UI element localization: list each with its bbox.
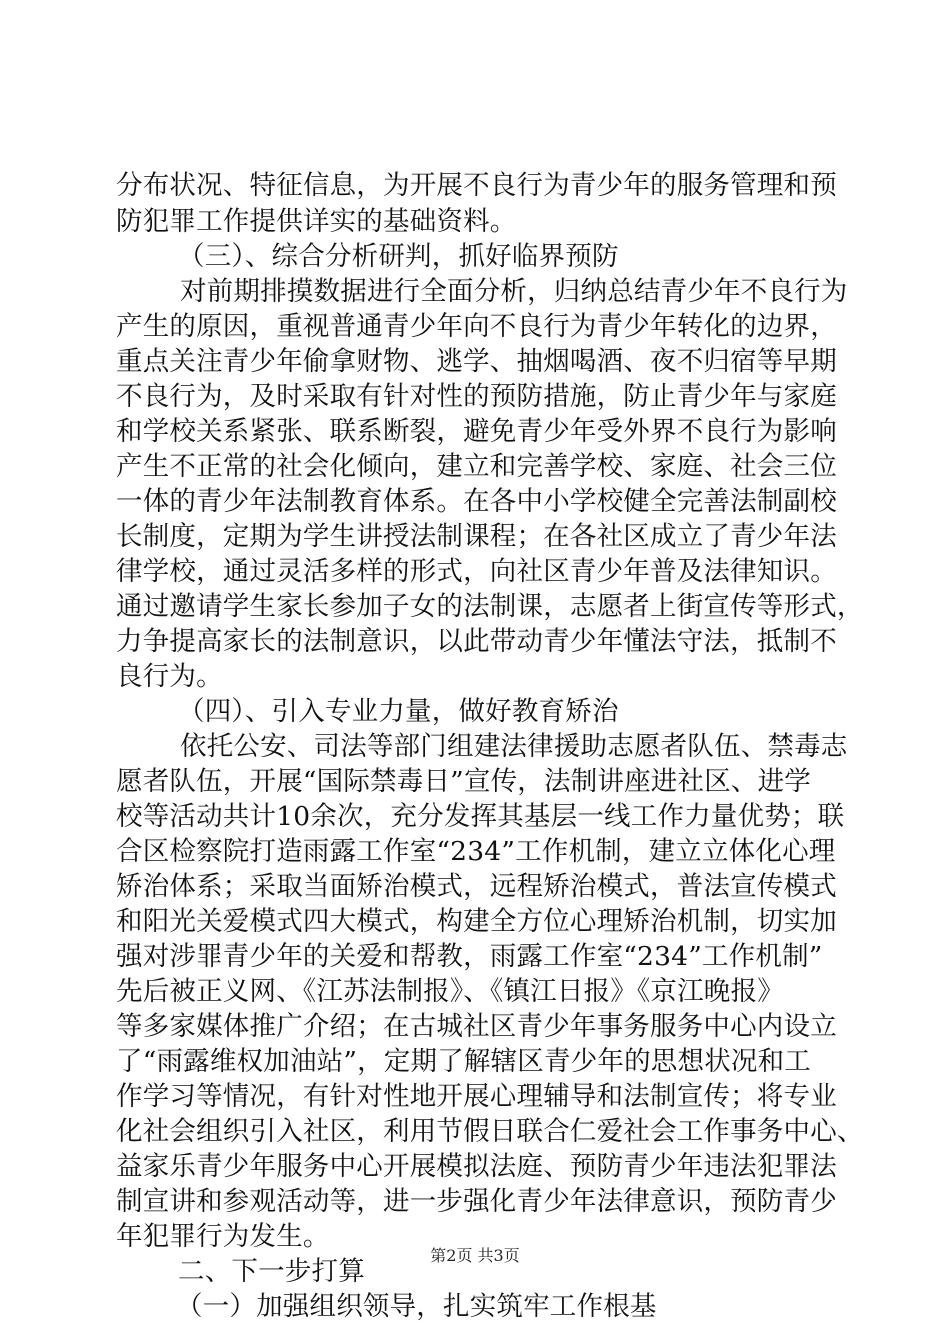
page-number-footer: 第2页 共3页 xyxy=(430,1246,520,1265)
text-line: 矫治体系；采取当面矫治模式，远程矫治模式，普法宣传模式 xyxy=(116,871,837,902)
text-line: 益家乐青少年服务中心开展模拟法庭、预防青少年违法犯罪法 xyxy=(116,1151,837,1182)
text-line: 通过邀请学生家长参加子女的法制课，志愿者上街宣传等形式， xyxy=(116,591,864,622)
text-line: 对前期排摸数据进行全面分析，归纳总结青少年不良行为 xyxy=(180,276,848,307)
text-line: 化社会组织引入社区，利用节假日联合仁爱社会工作事务中心、 xyxy=(116,1116,864,1147)
text-line: 作学习等情况，有针对性地开展心理辅导和法制宣传；将专业 xyxy=(116,1081,837,1112)
text-line: 了“雨露维权加油站”，定期了解辖区青少年的思想状况和工 xyxy=(116,1046,811,1077)
text-line: 愿者队伍，开展“国际禁毒日”宣传，法制讲座进社区、进学 xyxy=(116,766,811,797)
text-line: 不良行为，及时采取有针对性的预防措施，防止青少年与家庭 xyxy=(116,381,837,412)
text-line: 产生的原因，重视普通青少年向不良行为青少年转化的边界， xyxy=(116,311,837,342)
text-line: 分布状况、特征信息，为开展不良行为青少年的服务管理和预 xyxy=(116,170,837,201)
text-line: 和阳光关爱模式四大模式，构建全方位心理矫治机制，切实加 xyxy=(116,906,837,937)
text-line: 先后被正义网、《江苏法制报》、《镇江日报》《京江晚报》 xyxy=(116,976,784,1007)
section-heading: （四）、引入专业力量，做好教育矫治 xyxy=(178,696,619,727)
text-line: 等多家媒体推广介绍；在古城社区青少年事务服务中心内设立 xyxy=(116,1011,837,1042)
text-line: 和学校关系紧张、联系断裂，避免青少年受外界不良行为影响 xyxy=(116,416,837,447)
text-line: 合区检察院打造雨露工作室“234”工作机制，建立立体化心理 xyxy=(116,836,836,867)
section-heading: （一）加强组织领导，扎实筑牢工作根基 xyxy=(176,1291,657,1322)
text-line: 律学校，通过灵活多样的形式，向社区青少年普及法律知识。 xyxy=(116,556,837,587)
text-line: 重点关注青少年偷拿财物、逃学、抽烟喝酒、夜不归宿等早期 xyxy=(116,346,837,377)
text-line: 产生不正常的社会化倾向，建立和完善学校、家庭、社会三位 xyxy=(116,451,837,482)
section-heading: （三）、综合分析研判，抓好临界预防 xyxy=(178,241,619,272)
text-line: 力争提高家长的法制意识，以此带动青少年懂法守法，抵制不 xyxy=(116,626,837,657)
text-line: 良行为。 xyxy=(116,661,223,692)
text-line: 长制度，定期为学生讲授法制课程；在各社区成立了青少年法 xyxy=(116,521,837,552)
text-line: 防犯罪工作提供详实的基础资料。 xyxy=(116,206,517,237)
text-line: 一体的青少年法制教育体系。在各中小学校健全完善法制副校 xyxy=(116,486,837,517)
text-line: 制宣讲和参观活动等，进一步强化青少年法律意识，预防青少 xyxy=(116,1186,837,1217)
text-line: 依托公安、司法等部门组建法律援助志愿者队伍、禁毒志 xyxy=(180,731,848,762)
text-line: 年犯罪行为发生。 xyxy=(116,1221,330,1252)
text-line: 校等活动共计10余次，充分发挥其基层一线工作力量优势；联 xyxy=(116,801,845,832)
text-line: 强对涉罪青少年的关爱和帮教，雨露工作室“234”工作机制” xyxy=(116,941,823,972)
section-heading: 二、下一步打算 xyxy=(178,1256,365,1287)
